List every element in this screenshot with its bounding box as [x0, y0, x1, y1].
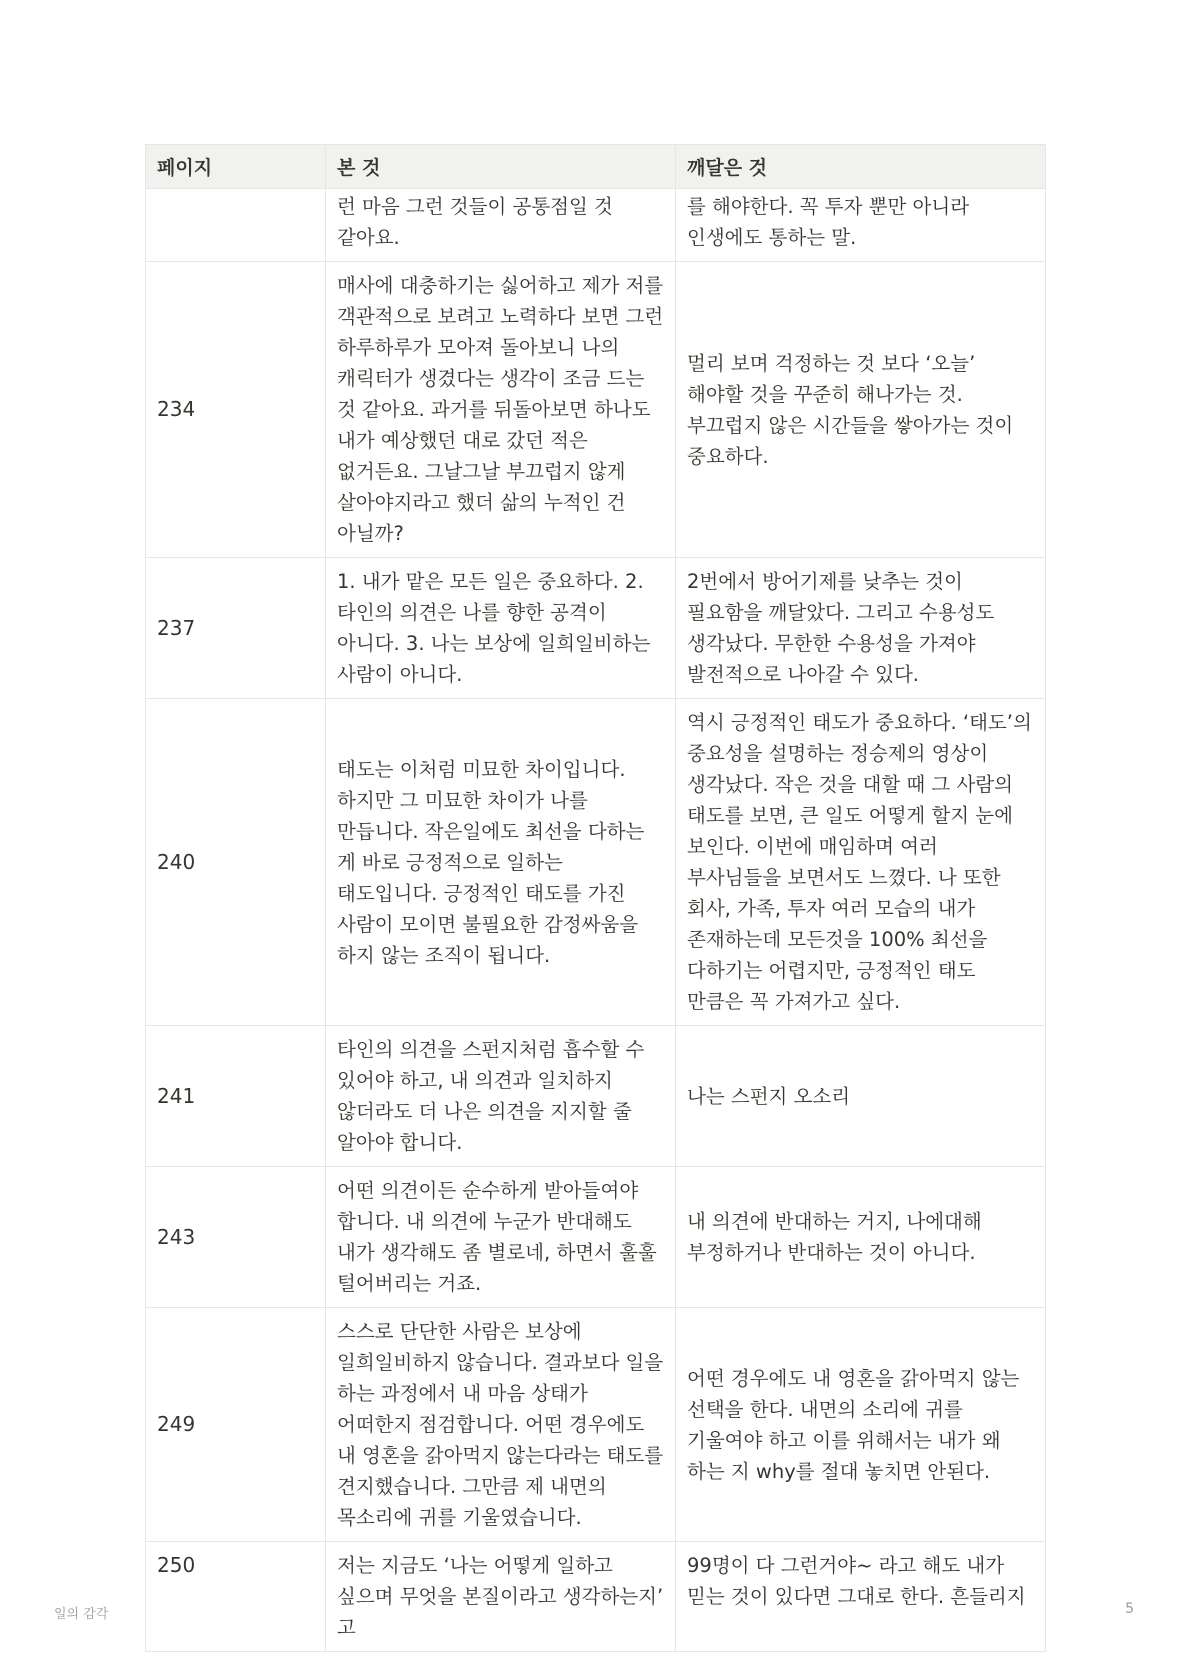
reading-notes-table [145, 144, 1046, 1652]
learned-cell: 내 의견에 반대하는 거지, 나에대해 부정하거나 반대하는 것이 아니다. [676, 1167, 1046, 1308]
seen-cell: 1. 내가 맡은 모든 일은 중요하다. 2. 타인의 의견은 나를 향한 공격이 아니다. 3. 나는 보상에 일희일비하는 사람이 아니다. [326, 558, 676, 699]
document-title: 일의 감각 [54, 1607, 109, 1622]
seen-cell: 매사에 대충하기는 싫어하고 제가 저를 객관적으로 보려고 노력하다 보면 그런 하루하루가 모아져 돌아보니 나의 캐릭터가 생겼다는 생각이 조금 드는 것 같아요. 과거를 뒤돌아보면 하나도 내가 예상했던 대로 갔던 적은 없거든요. 그날그날 부끄럽지 않게 살아야지라고 했더 삶의 누적인 건 아닐까? [326, 262, 676, 558]
table-header-row [146, 145, 1046, 189]
table-row [146, 1026, 1046, 1167]
learned-cell: 2번에서 방어기제를 낮추는 것이 필요함을 깨달았다. 그리고 수용성도 생각났다. 무한한 수용성을 가져야 발전적으로 나아갈 수 있다. [676, 558, 1046, 699]
notes-table-container [145, 144, 1045, 1639]
table-row [146, 1542, 1046, 1652]
table-row [146, 1308, 1046, 1542]
learned-cell: 멀리 보며 걱정하는 것 보다 ‘오늘’ 해야할 것을 꾸준히 해나가는 것. 부끄럽지 않은 시간들을 쌓아가는 것이 중요하다. [676, 262, 1046, 558]
column-header-learned: 깨달은 것 [676, 145, 1046, 189]
page-cell: 241 [146, 1026, 326, 1167]
learned-cell: 어떤 경우에도 내 영혼을 갉아먹지 않는 선택을 한다. 내면의 소리에 귀를 기울여야 하고 이를 위해서는 내가 왜 하는 지 why를 절대 놓치면 안된다. [676, 1308, 1046, 1542]
column-header-page: 페이지 [146, 145, 326, 189]
page-number: 5 [1125, 1601, 1134, 1617]
learned-cell: 를 해야한다. 꼭 투자 뿐만 아니라 인생에도 통하는 말. [676, 189, 1046, 262]
column-header-seen: 본 것 [326, 145, 676, 189]
page-cell: 243 [146, 1167, 326, 1308]
page-cell: 234 [146, 262, 326, 558]
seen-cell: 타인의 의견을 스펀지처럼 흡수할 수 있어야 하고, 내 의견과 일치하지 않더라도 더 나은 의견을 지지할 줄 알아야 합니다. [326, 1026, 676, 1167]
learned-cell: 99명이 다 그런거야~ 라고 해도 내가 믿는 것이 있다면 그대로 한다. 흔들리지 [676, 1542, 1046, 1652]
table-row [146, 189, 1046, 262]
table-row [146, 699, 1046, 1026]
seen-cell: 스스로 단단한 사람은 보상에 일희일비하지 않습니다. 결과보다 일을 하는 과정에서 내 마음 상태가 어떠한지 점검합니다. 어떤 경우에도 내 영혼을 갉아먹지 않는다라는 태도를 견지했습니다. 그만큼 제 내면의 목소리에 귀를 기울였습니다. [326, 1308, 676, 1542]
table-row [146, 262, 1046, 558]
page-cell: 237 [146, 558, 326, 699]
table-row [146, 1167, 1046, 1308]
page-cell [146, 189, 326, 262]
learned-cell: 나는 스펀지 오소리 [676, 1026, 1046, 1167]
page-cell: 249 [146, 1308, 326, 1542]
seen-cell: 태도는 이처럼 미묘한 차이입니다. 하지만 그 미묘한 차이가 나를 만듭니다. 작은일에도 최선을 다하는 게 바로 긍정적으로 일하는 태도입니다. 긍정적인 태도를 가진 사람이 모이면 불필요한 감정싸움을 하지 않는 조직이 됩니다. [326, 699, 676, 1026]
page-cell: 250 [146, 1542, 326, 1652]
seen-cell: 어떤 의견이든 순수하게 받아들여야 합니다. 내 의견에 누군가 반대해도 내가 생각해도 좀 별로네, 하면서 훌훌 털어버리는 거죠. [326, 1167, 676, 1308]
seen-cell: 런 마음 그런 것들이 공통점일 것 같아요. [326, 189, 676, 262]
page-cell: 240 [146, 699, 326, 1026]
learned-cell: 역시 긍정적인 태도가 중요하다. ‘태도’의 중요성을 설명하는 정승제의 영상이 생각났다. 작은 것을 대할 때 그 사람의 태도를 보면, 큰 일도 어떻게 할지 눈에 보인다. 이번에 매임하며 여러 부사님들을 보면서도 느꼈다. 나 또한 회사, 가족, 투자 여러 모습의 내가 존재하는데 모든것을 100% 최선을 다하기는 어렵지만, 긍정적인 태도 만큼은 꼭 가져가고 싶다. [676, 699, 1046, 1026]
table-row [146, 558, 1046, 699]
seen-cell: 저는 지금도 ‘나는 어떻게 일하고 싶으며 무엇을 본질이라고 생각하는지’ 고 [326, 1542, 676, 1652]
